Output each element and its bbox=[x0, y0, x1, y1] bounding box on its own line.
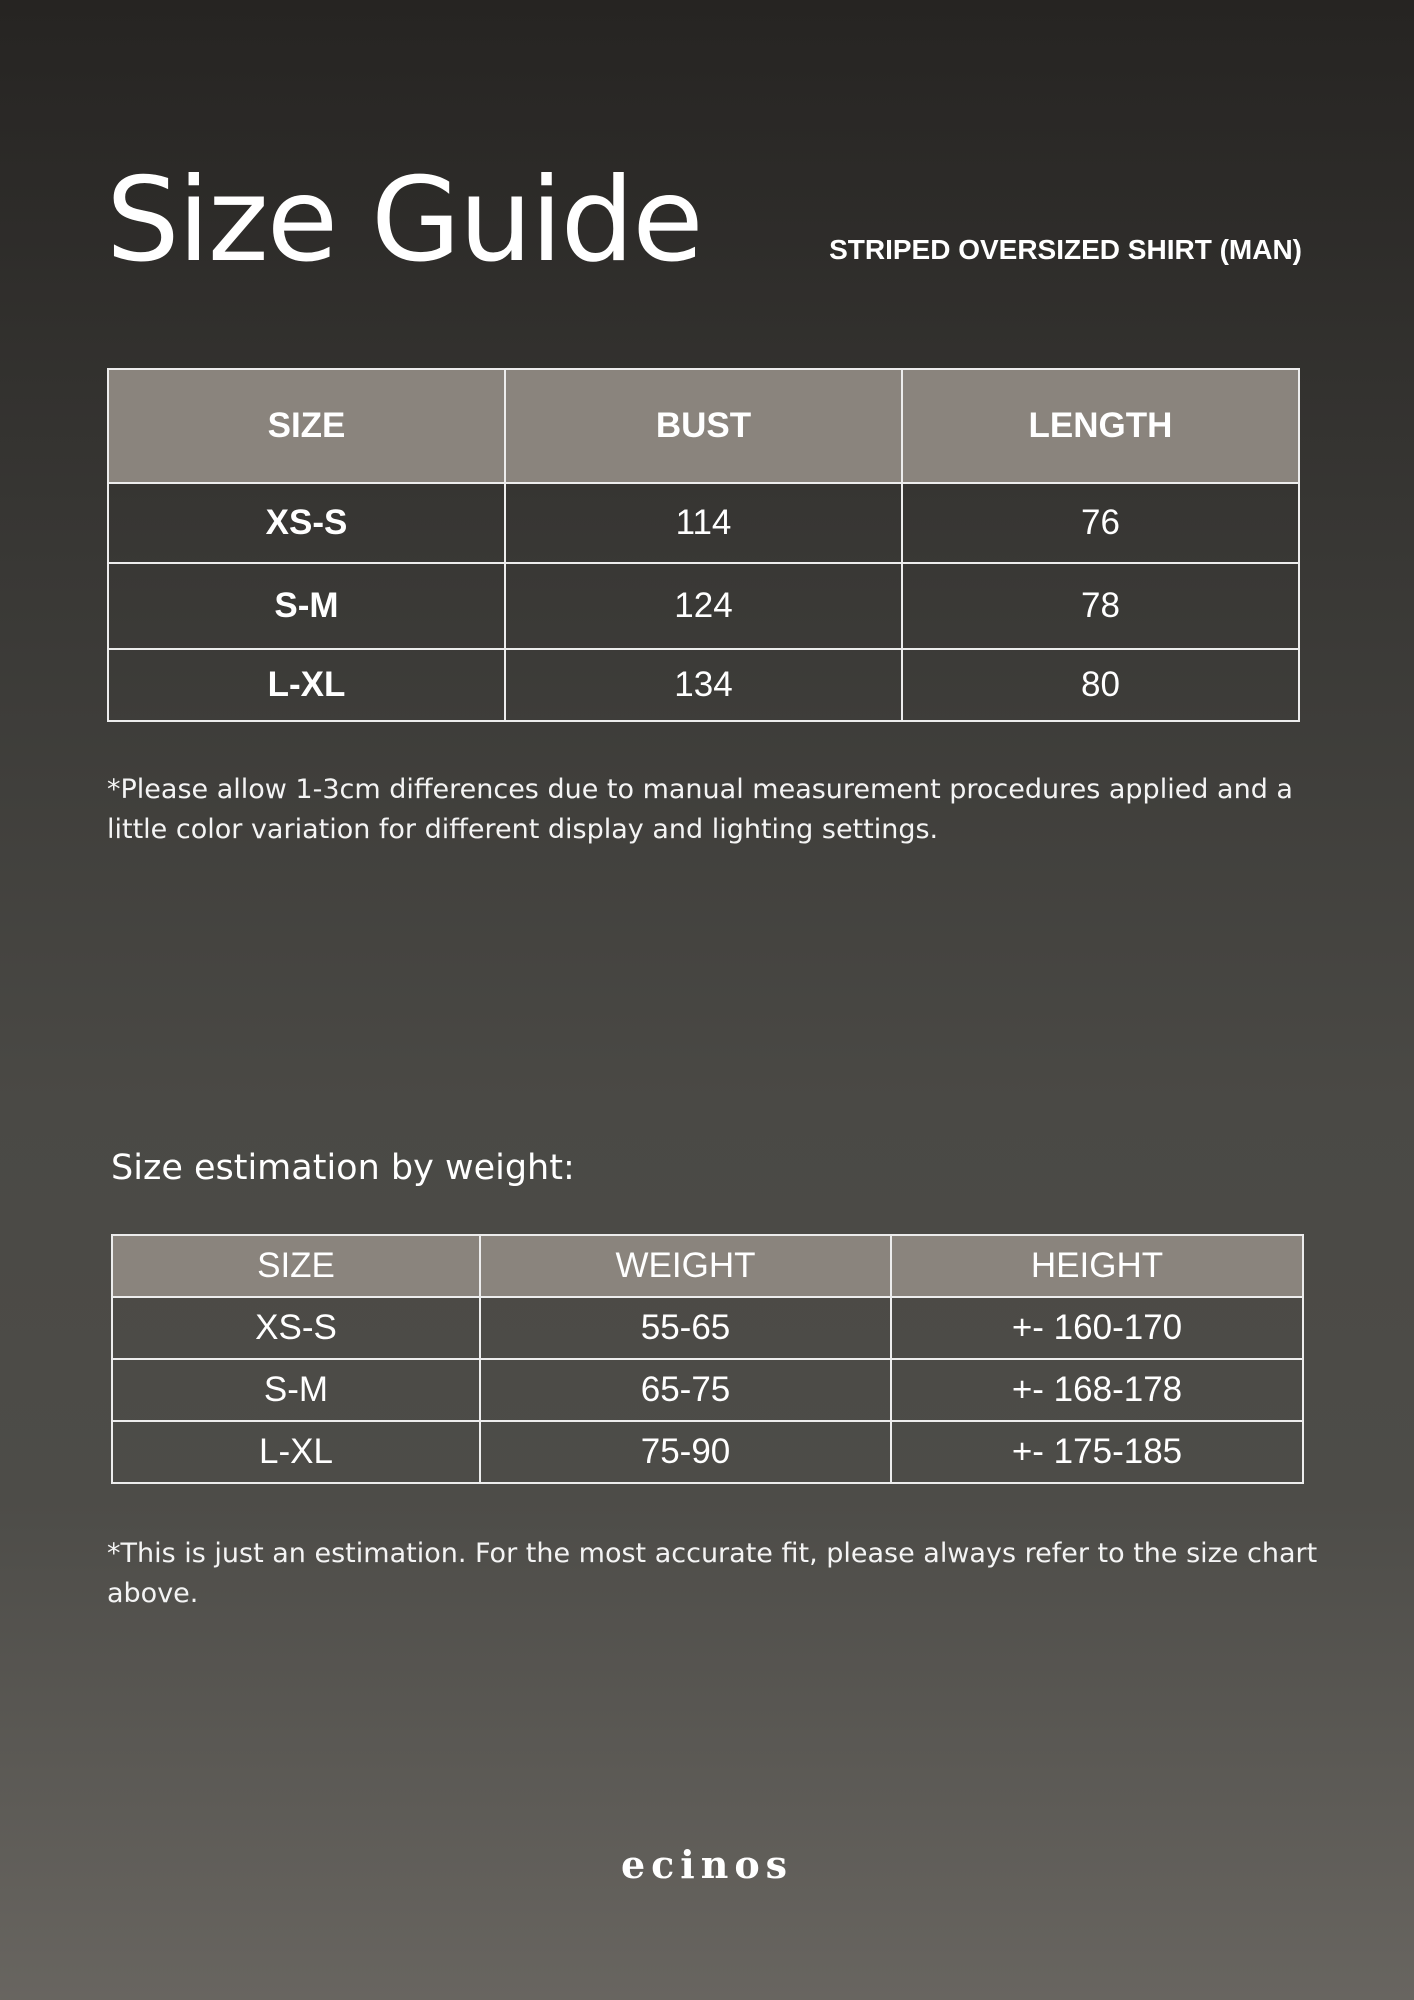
bust-cell: 114 bbox=[505, 483, 902, 563]
column-header-height: HEIGHT bbox=[891, 1235, 1303, 1297]
measurement-note: *Please allow 1-3cm differences due to manual measurement procedures applied and a little color variation for different display and lighting settings. bbox=[107, 774, 1293, 845]
size-cell: S-M bbox=[108, 563, 505, 649]
column-header-size: SIZE bbox=[108, 369, 505, 483]
length-cell: 78 bbox=[902, 563, 1299, 649]
column-header-size: SIZE bbox=[112, 1235, 480, 1297]
table-row bbox=[108, 563, 1299, 649]
table-row bbox=[108, 483, 1299, 563]
table-row bbox=[108, 649, 1299, 721]
weight-estimation-table bbox=[111, 1234, 1304, 1484]
height-cell: +- 168-178 bbox=[891, 1359, 1303, 1421]
weight-cell: 75-90 bbox=[480, 1421, 891, 1483]
size-cell: L-XL bbox=[108, 649, 505, 721]
weight-cell: 55-65 bbox=[480, 1297, 891, 1359]
height-cell: +- 175-185 bbox=[891, 1421, 1303, 1483]
brand-logo: ecinos bbox=[620, 1842, 794, 1887]
weight-section-heading: Size estimation by weight: bbox=[111, 1148, 575, 1188]
table-row bbox=[112, 1359, 1303, 1421]
height-cell: +- 160-170 bbox=[891, 1297, 1303, 1359]
column-header-length: LENGTH bbox=[902, 369, 1299, 483]
page-title: Size Guide bbox=[106, 153, 702, 288]
size-chart-table bbox=[107, 368, 1300, 722]
size-cell: S-M bbox=[112, 1359, 480, 1421]
size-cell: XS-S bbox=[108, 483, 505, 563]
length-cell: 80 bbox=[902, 649, 1299, 721]
table-header-row bbox=[112, 1235, 1303, 1297]
length-cell: 76 bbox=[902, 483, 1299, 563]
weight-cell: 65-75 bbox=[480, 1359, 891, 1421]
size-cell: XS-S bbox=[112, 1297, 480, 1359]
product-name: STRIPED OVERSIZED SHIRT (MAN) bbox=[829, 234, 1302, 265]
estimation-note: *This is just an estimation. For the most accurate fit, please always refer to the size chart above. bbox=[107, 1538, 1318, 1609]
size-cell: L-XL bbox=[112, 1421, 480, 1483]
table-row bbox=[112, 1421, 1303, 1483]
table-row bbox=[112, 1297, 1303, 1359]
column-header-weight: WEIGHT bbox=[480, 1235, 891, 1297]
table-header-row bbox=[108, 369, 1299, 483]
bust-cell: 124 bbox=[505, 563, 902, 649]
column-header-bust: BUST bbox=[505, 369, 902, 483]
bust-cell: 134 bbox=[505, 649, 902, 721]
